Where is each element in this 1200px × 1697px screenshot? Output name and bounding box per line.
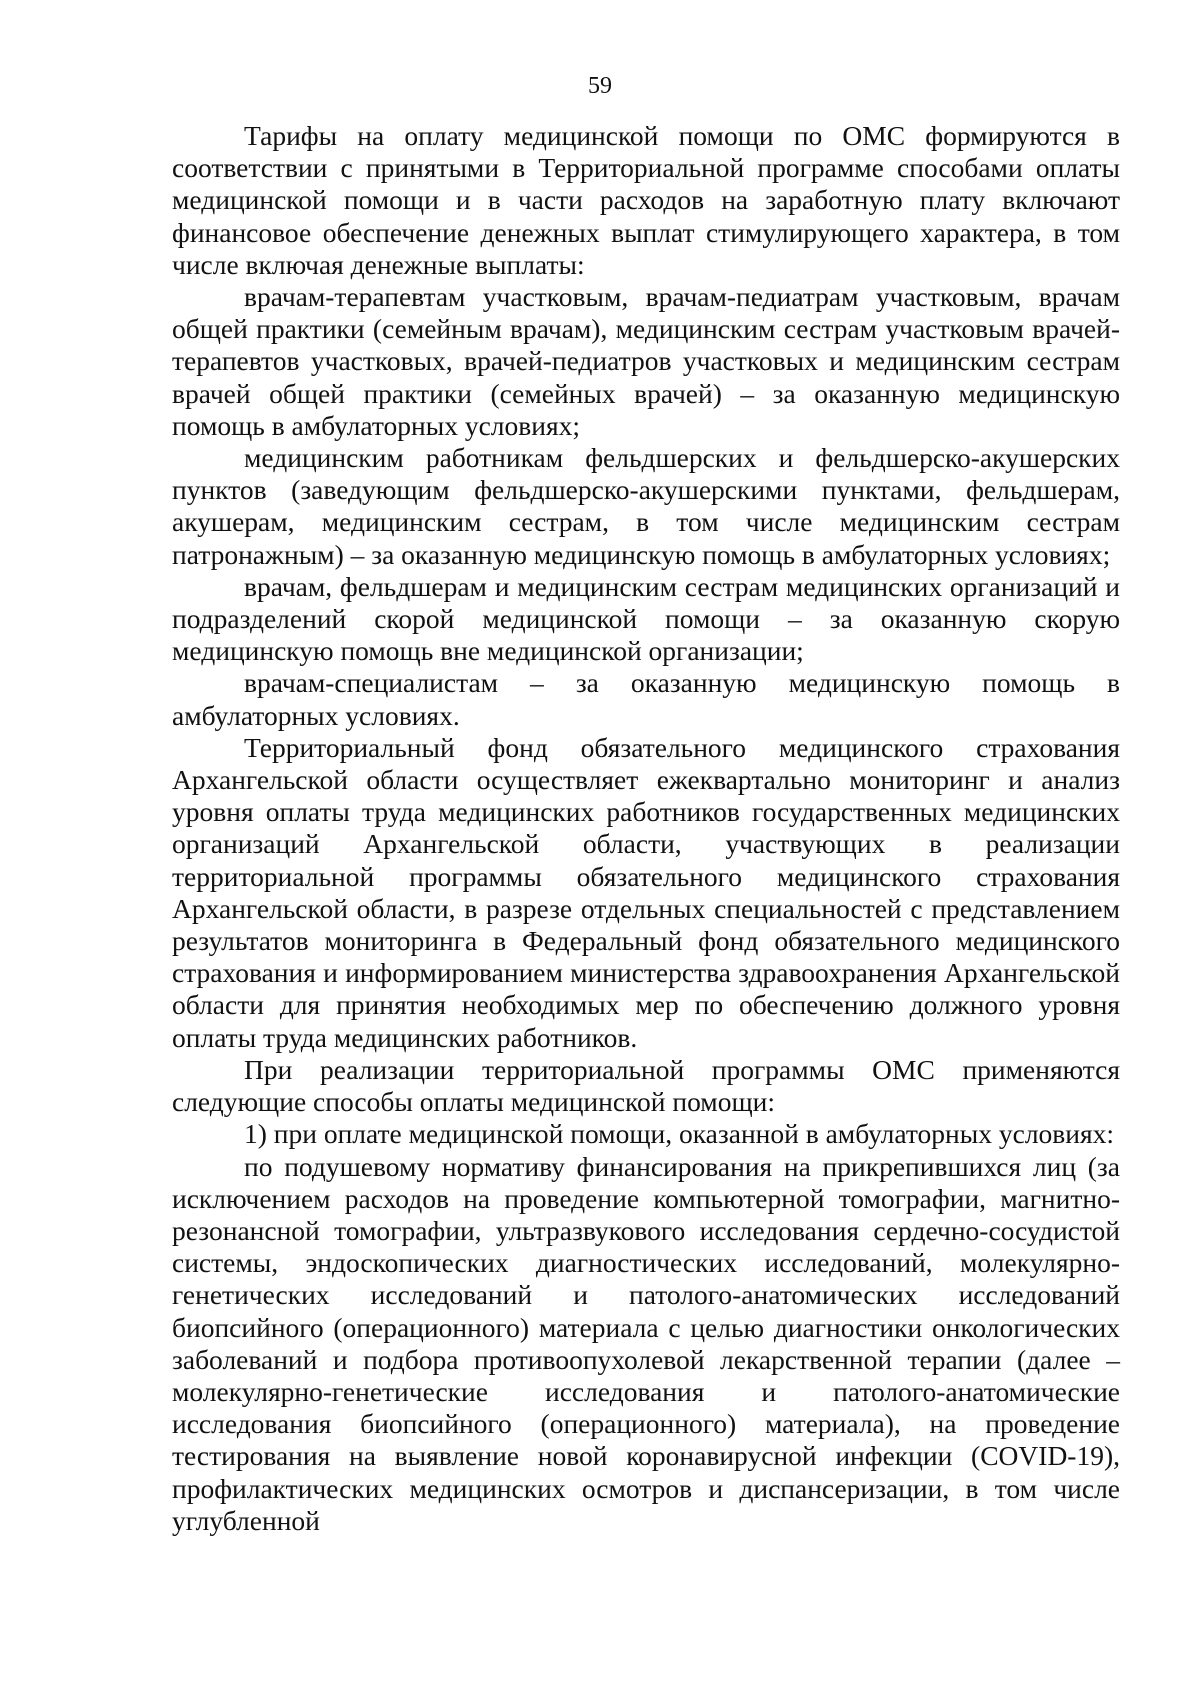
document-body	[172, 120, 1120, 1537]
paragraph-monitoring: Территориальный фонд обязательного медицинского страхования Архангельской области осуществляет ежеквартально мониторинг и анализ уровня оплаты труда медицинских работников государственных медицинских организаций Архангельской области, участвующих в реализации территориальной программы обязательного медицинского страхования Архангельской области, в разрезе отдельных специальностей с представлением результатов мониторинга в Федеральный фонд обязательного медицинского страхования и информированием министерства здравоохранения Архангельской области для принятия необходимых мер по обеспечению должного уровня оплаты труда медицинских работников.	[172, 731, 1120, 1053]
paragraph-outpatient-item: 1) при оплате медицинской помощи, оказанной в амбулаторных условиях:	[244, 1118, 1115, 1150]
paragraph-district-therapists: врачам-терапевтам участковым, врачам-педиатрам участковым, врачам общей практики (семейным врачам), медицинским сестрам участковым врачей-терапевтов участковых, врачей-педиатров участковых и медицинским сестрам врачей общей практики (семейных врачей) – за оказанную медицинскую помощь в амбулаторных условиях;	[172, 281, 1120, 441]
paragraph-per-capita: по подушевому нормативу финансирования на прикрепившихся лиц (за исключением расходов на проведение компьютерной томографии, магнитно-резонансной томографии, ультразвукового исследования сердечно-сосудистой системы, эндоскопических диагностических исследований, молекулярно-генетических исследований и патолого-анатомических исследований биопсийного (операционного) материала с целью диагностики онкологических заболеваний и подбора противоопухолевой лекарственной терапии (далее – молекулярно-генетические исследования и патолого-анатомические исследования биопсийного (операционного) материала), на проведение тестирования на выявление новой коронавирусной инфекции (COVID-19), профилактических медицинских осмотров и диспансеризации, в том числе углубленной	[172, 1150, 1120, 1536]
paragraph-ambulance-staff: врачам, фельдшерам и медицинским сестрам медицинских организаций и подразделений скорой медицинской помощи – за оказанную скорую медицинскую помощь вне медицинской организации;	[172, 570, 1120, 667]
paragraph-specialists: врачам-специалистам – за оказанную медицинскую помощь в амбулаторных условиях.	[172, 667, 1120, 731]
paragraph-tariffs-intro: Тарифы на оплату медицинской помощи по ОМС формируются в соответствии с принятыми в Территориальной программе способами оплаты медицинской помощи и в части расходов на заработную плату включают финансовое обеспечение денежных выплат стимулирующего характера, в том числе включая денежные выплаты:	[172, 120, 1120, 280]
paragraph-payment-methods: При реализации территориальной программы ОМС применяются следующие способы оплаты медицинской помощи:	[172, 1053, 1120, 1118]
paragraph-feldsher-workers: медицинским работникам фельдшерских и фельдшерско-акушерских пунктов (заведующим фельдшерско-акушерскими пунктами, фельдшерам, акушерам, медицинским сестрам, в том числе медицинским сестрам патронажным) – за оказанную медицинскую помощь в амбулаторных условиях;	[172, 442, 1120, 570]
page-number: 59	[588, 73, 612, 99]
